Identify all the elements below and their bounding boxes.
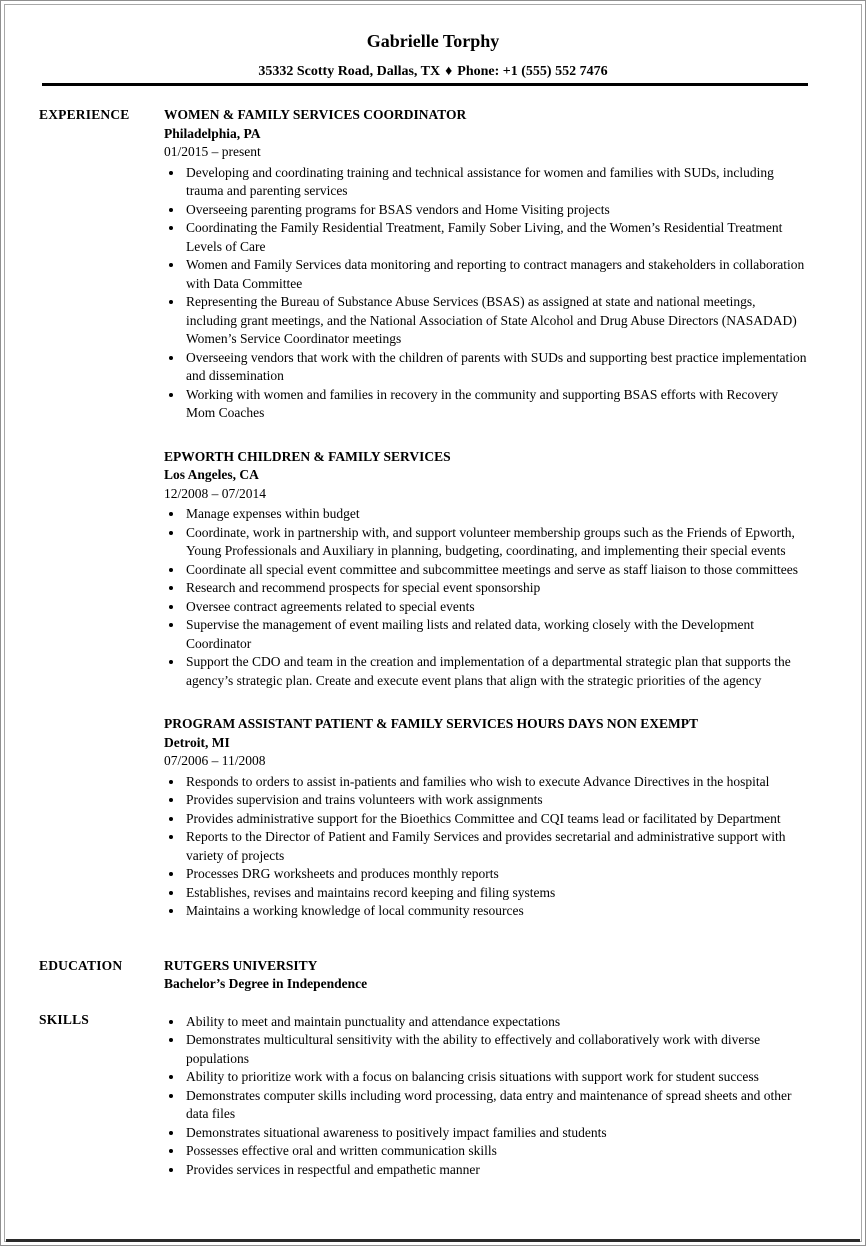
skills-list [164,1013,809,1180]
bullet-item: • Coordinate all special event committee and subcommittee meetings and serve as staff liaison to those committees [184,561,809,580]
phone-text: Phone: +1 (555) 552 7476 [457,64,608,79]
contact-line [1,64,865,80]
experience-content [164,106,865,921]
job-dates: 12/2008 – 07/2014 [164,485,267,501]
bullet-item: • Reports to the Director of Patient and Family Services and provides secretarial and administrative support with variety of projects [184,828,809,865]
job-block [164,448,809,691]
resume-header [1,1,865,86]
section-skills [1,1011,865,1180]
job-title: PROGRAM ASSISTANT PATIENT & FAMILY SERVICES HOURS DAYS NON EXEMPT [164,716,698,731]
person-name: Gabrielle Torphy [366,31,500,51]
bullet-item: • Processes DRG worksheets and produces monthly reports [184,865,809,884]
skill-item: • Demonstrates multicultural sensitivity with the ability to effectively and collaboratively work with diverse populations [184,1031,809,1068]
job-bullet-list [164,773,809,921]
bullet-item: • Provides administrative support for the Bioethics Committee and CQI teams lead or facilitated by Department [184,810,809,829]
school-name: RUTGERS UNIVERSITY [164,957,318,973]
bullet-item: • Coordinating the Family Residential Treatment, Family Sober Living, and the Women’s Residential Treatment Levels of Care [184,219,809,256]
bullet-item: • Overseeing parenting programs for BSAS vendors and Home Visiting projects [184,201,809,220]
skill-item: • Possesses effective oral and written communication skills [184,1142,809,1161]
skills-content [164,1011,865,1180]
degree-name: Bachelor’s Degree in Independence [164,976,368,991]
bullet-item: • Support the CDO and team in the creation and implementation of a departmental strategic plan that supports the agency’s strategic plan. Create and execute event plans that align with the strategic priorities of the agency [184,653,809,690]
bullet-item: • Research and recommend prospects for special event sponsorship [184,579,809,598]
bullet-item: • Working with women and families in recovery in the community and supporting BSAS efforts with Recovery Mom Coaches [184,386,809,423]
bullet-item: • Women and Family Services data monitoring and reporting to contract managers and stakeholders in collaboration with Data Committee [184,256,809,293]
address-text: 35332 Scotty Road, Dallas, TX [258,64,441,79]
job-bullet-list [164,164,809,423]
bullet-item: • Developing and coordinating training and technical assistance for women and families with SUDs, including trauma and parenting services [184,164,809,201]
bullet-item: • Overseeing vendors that work with the children of parents with SUDs and supporting best practice implementation and dissemination [184,349,809,386]
header-rule [42,83,808,86]
bullet-item: • Supervise the management of event mailing lists and related data, working closely with the Development Coordinator [184,616,809,653]
section-education [1,957,865,994]
page-bottom-edge [6,1239,860,1242]
diamond-icon: ♦ [445,64,453,79]
job-location: Los Angeles, CA [164,467,259,482]
section-experience [1,106,865,921]
bullet-item: • Maintains a working knowledge of local community resources [184,902,809,921]
job-title: WOMEN & FAMILY SERVICES COORDINATOR [164,107,467,122]
job-location: Detroit, MI [164,734,230,750]
section-label-skills: SKILLS [39,1011,89,1027]
job-location: Philadelphia, PA [164,125,261,141]
bullet-item: • Responds to orders to assist in-patients and families who wish to execute Advance Directives in the hospital [184,773,809,792]
skill-item: • Demonstrates computer skills including word processing, data entry and maintenance of spread sheets and other data files [184,1087,809,1124]
job-bullet-list [164,505,809,690]
section-label-experience: EXPERIENCE [39,107,130,122]
job-dates: 01/2015 – present [164,144,261,159]
education-content [164,957,865,994]
bullet-item: • Oversee contract agreements related to special events [184,598,809,617]
skill-item: • Ability to meet and maintain punctuality and attendance expectations [184,1013,809,1032]
job-dates: 07/2006 – 11/2008 [164,753,266,768]
skill-item: • Demonstrates situational awareness to positively impact families and students [184,1124,809,1143]
skill-item: • Provides services in respectful and empathetic manner [184,1161,809,1180]
bullet-item: • Representing the Bureau of Substance Abuse Services (BSAS) as assigned at state and national meetings, including grant meetings, and the National Association of State Alcohol and Drug Abuse Directors (NASADAD) Women’s Service Coordinator meetings [184,293,809,349]
resume-body [1,106,865,1179]
job-title: EPWORTH CHILDREN & FAMILY SERVICES [164,448,451,464]
bullet-item: • Establishes, revises and maintains record keeping and filing systems [184,884,809,903]
job-block [164,106,809,423]
skill-item: • Ability to prioritize work with a focus on balancing crisis situations with support work for student success [184,1068,809,1087]
bullet-item: • Manage expenses within budget [184,505,809,524]
job-block [164,715,809,921]
section-label-education: EDUCATION [39,957,123,973]
bullet-item: • Provides supervision and trains volunteers with work assignments [184,791,809,810]
bullet-item: • Coordinate, work in partnership with, and support volunteer membership groups such as the Friends of Epworth, Young Professionals and Auxiliary in planning, budgeting, coordinating, and implementing their special events [184,524,809,561]
